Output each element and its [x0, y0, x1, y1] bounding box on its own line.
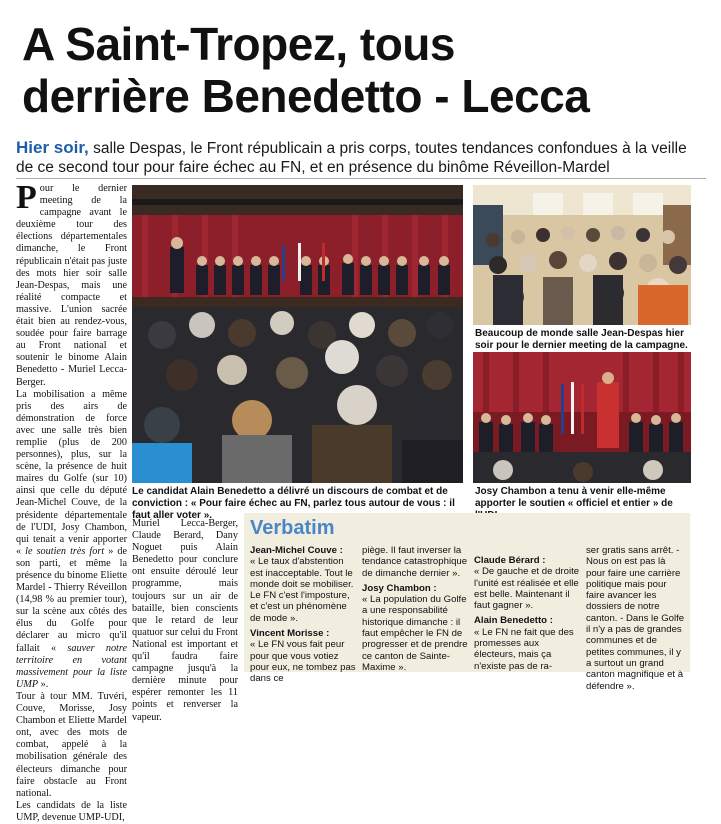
verbatim-column-1 — [250, 545, 356, 685]
article-column-2 — [132, 518, 238, 723]
quote-speaker: Josy Chambon : — [362, 582, 437, 594]
lead-text: salle Despas, le Front républicain a pris corps, toutes tendances confondues à la veille de ce second tour pour faire échec au FN, et en présence du binôme Réveillon-Mardel — [16, 140, 687, 176]
speaker-photo-caption: Josy Chambon a tenu à venir elle-même apporter le soutien « officiel et entier » de — [475, 486, 673, 509]
paragraph-text: our le dernier meeting de la campagne avant le deuxième tour des élections départementales dimanche, le Front républicain n'était pas juste des mots hier soir salle Jean-Despas, mais une réalité compacte et massive. L'union sacrée était bien au rendez-vous, soudée pour faire barrage au Front national et soutenir le binome Alain Benedetto - Muriel Lecca-Berger. — [16, 183, 127, 388]
quote-text: le soutien très fort — [25, 545, 105, 557]
quote-text: piège. Il faut inverser la tendance catastrophique de dimanche dernier ». — [362, 545, 468, 579]
verbatim-column-3 — [474, 555, 580, 672]
quote-speaker: Alain Benedetto : — [474, 615, 553, 627]
lead-paragraph — [16, 138, 706, 177]
quote-speaker: Vincent Morisse : — [250, 628, 330, 640]
quote-text: « La population du Golfe a une responsabilité historique dimanche : il faut empêcher le FN de progresser et de prendre ce canton de Sainte-Maxime ». — [362, 594, 468, 673]
quote-text: « Le taux d'abstention est inacceptable. Tout le monde doit se mobiliser. Le FN c'est l'imposture, et c'est un phénomène de mode ». — [250, 556, 354, 624]
quote-text: sauver notre territoire en votant massivement pour la liste UMP — [16, 642, 127, 690]
article-paragraph-4: Les candidats de la liste UMP, devenue UMP-UDI, — [16, 799, 127, 823]
main-photo — [132, 185, 463, 483]
quote-text: « Le FN ne fait que des promesses aux électeurs, mais ça n'existe pas de ra- — [474, 626, 574, 672]
drop-cap: P — [16, 179, 37, 216]
paragraph-text: La mobilisation a même pris des airs de démonstration de force avec une salle très bien remplie (plus de 200 personnes), plus, sur la scène, la présence de huit maires du Golfe (sur 10) ainsi que celle du député Jean-Michel Couve, de la présidente départementale de l'UDI, Josy Chambon, qui tenait a venir apporter « — [16, 388, 127, 557]
headline-line-1: A Saint-Tropez, tous — [22, 18, 455, 70]
audience-photo-caption: Beaucoup de monde salle Jean-Despas hier soir pour le dernier meeting de la campagne. — [475, 328, 688, 351]
main-photo-caption: Le candidat Alain Benedetto a délivré un discours de combat et de conviction : « Pour faire échec au FN, parlez tous autour de vous : il faut aller voter ». — [132, 486, 455, 521]
article-column-1 — [16, 179, 128, 823]
article-paragraph-3: Tour à tour MM. Tuvéri, Couve, Morisse, Josy Chambon et Eliette Mardel ont, avec des mots de combat, appelé à la mobilisation générale des électeurs dimanche pour faire obstacle au Front national. — [16, 690, 127, 799]
quote-text: ser gratis sans arrêt. - Nous on est pas là pour faire une carrière politique mais pour faire avancer les dossiers de notre canton. - Dans le Golfe il n'y a pas de grandes communes et de petites communes, il y a surtout un grand canton magnifique et à défendre ». — [586, 545, 685, 692]
headline — [22, 18, 702, 122]
lead-kicker: Hier soir, — [16, 138, 89, 157]
article-paragraph-2 — [16, 389, 127, 691]
divider — [16, 178, 706, 179]
verbatim-column-2 — [362, 545, 468, 673]
quote-speaker: Claude Bérard : — [474, 555, 546, 566]
paragraph-text: ». — [38, 678, 49, 690]
article-paragraph-5: Muriel Lecca-Berger, Claude Berard, Dany Noguet puis Alain Benedetto pour conclure ont ensuite déroulé leur programme, mais toujours sur un air de bataille, bien conscients que le retard de leur quatuor sur celui du Front National est important et qu'il faudra faire campagne jusqu'à la dernière minute pour espérer remonter les 11 points et renverser la vapeur. — [132, 518, 238, 723]
quote-speaker: Jean-Michel Couve : — [250, 545, 343, 556]
headline-line-2: derrière Benedetto - Lecca — [22, 70, 590, 122]
verbatim-column-4 — [586, 545, 686, 692]
quote-text: « De gauche et de droite l'unité est réalisée et elle est belle. Maintenant il faut gagner ». — [474, 566, 580, 612]
speaker-photo — [473, 352, 691, 483]
audience-photo — [473, 185, 691, 325]
paragraph-text: » de son parti, et même la présence du binome Eliette Mardel - Thierry Réveillon (14,98 % au premier tour), sur la scène aux côtés des élus du Golfe pour déclarer au micro qu'il fallait « — [16, 545, 128, 654]
article-paragraph-1 — [16, 179, 127, 389]
verbatim-title: Verbatim — [250, 517, 335, 539]
quote-text: « Le FN vous fait peur pour que vous votiez pour eux, ne tombez pas dans ce — [250, 639, 356, 685]
